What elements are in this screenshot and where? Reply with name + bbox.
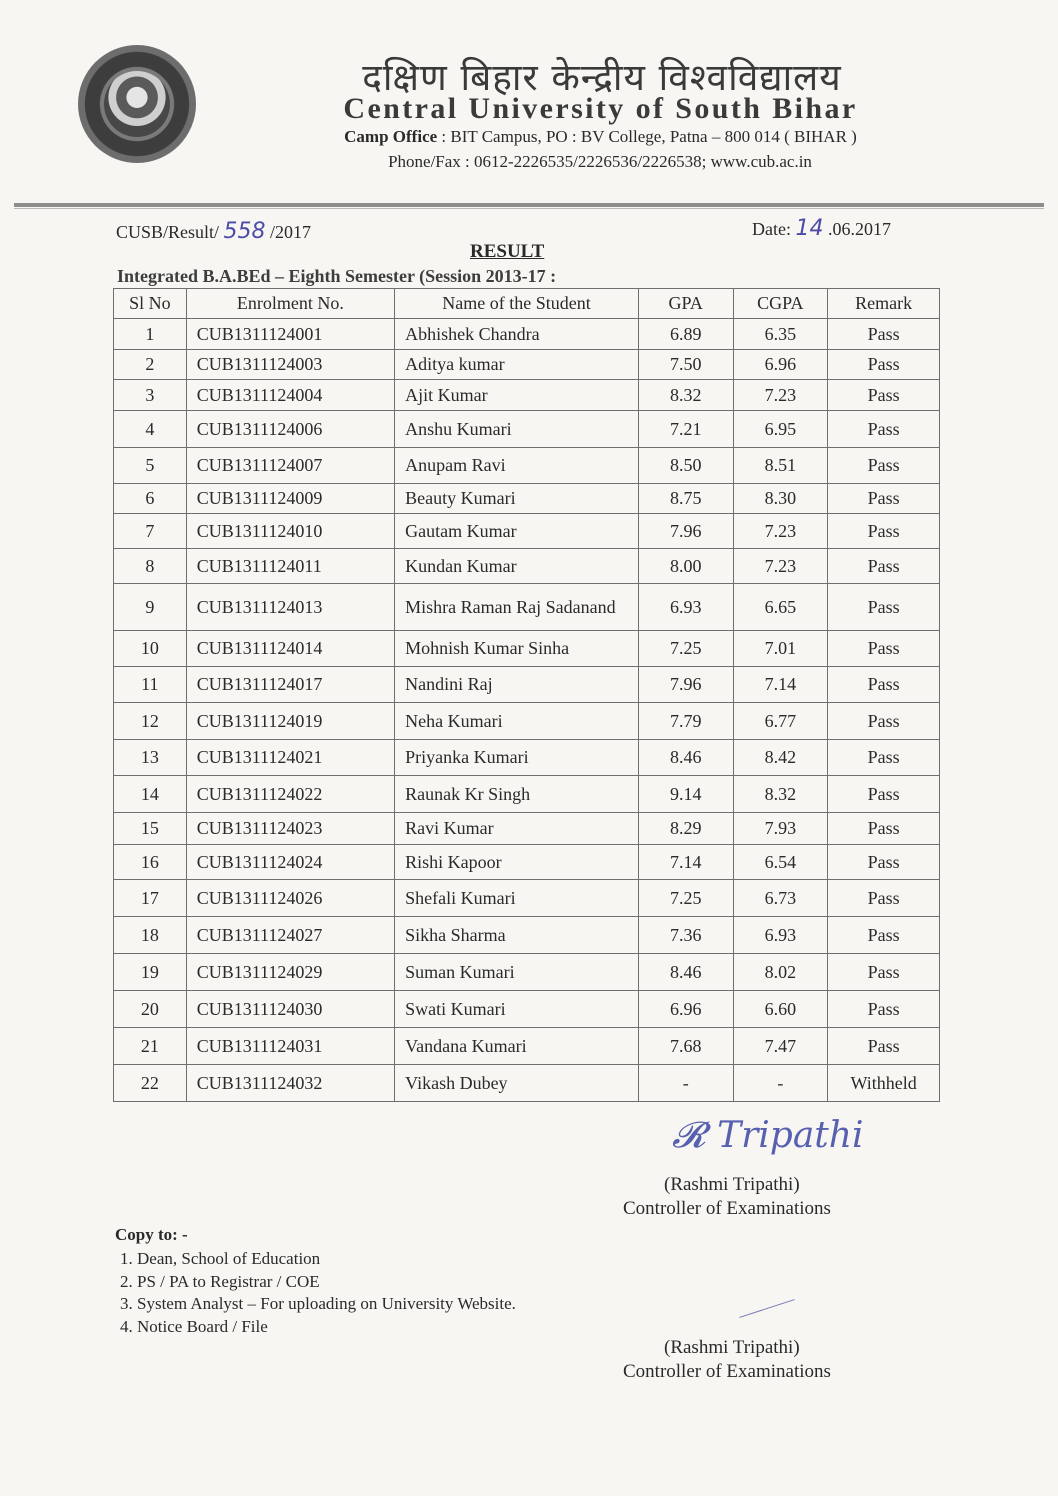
cell-slno: 18: [114, 917, 187, 954]
cell-gpa: 8.46: [638, 740, 733, 776]
cell-name: Rishi Kapoor: [395, 845, 639, 880]
cell-gpa: 7.68: [638, 1028, 733, 1065]
cell-cgpa: 7.23: [733, 514, 828, 549]
cell-remark: Pass: [828, 484, 940, 514]
document-date: [752, 216, 891, 241]
cell-name: Beauty Kumari: [395, 484, 639, 514]
cell-remark: Pass: [828, 845, 940, 880]
signatory-title-2: Controller of Examinations: [623, 1361, 831, 1382]
col-header-cgpa: CGPA: [733, 289, 828, 319]
cell-name: Suman Kumari: [395, 954, 639, 991]
cell-enrolment: CUB1311124014: [186, 631, 394, 667]
cell-gpa: 7.50: [638, 350, 733, 380]
table-row: [114, 880, 940, 917]
cell-remark: Pass: [828, 703, 940, 740]
signature-scribble: 𝓡 Tripathi: [672, 1115, 864, 1156]
cell-gpa: 9.14: [638, 776, 733, 813]
cell-slno: 13: [114, 740, 187, 776]
cell-gpa: -: [638, 1065, 733, 1102]
header-divider-thin: [14, 208, 1044, 209]
date-day-handwritten: 14: [795, 216, 824, 241]
program-subtitle: Integrated B.A.BEd – Eighth Semester (Session 2013-17 :: [117, 266, 557, 286]
table-header-row: [114, 289, 940, 319]
copy-to-item: 3. System Analyst – For uploading on University Website.: [120, 1294, 516, 1314]
camp-office-label: Camp Office: [344, 127, 438, 146]
university-name-english: Central University of South Bihar: [343, 92, 858, 125]
table-body: [114, 319, 940, 1102]
cell-cgpa: 6.93: [733, 917, 828, 954]
table-row: [114, 1028, 940, 1065]
cell-remark: Pass: [828, 319, 940, 350]
cell-cgpa: 7.93: [733, 813, 828, 845]
date-label: Date:: [752, 219, 791, 239]
cell-name: Ravi Kumar: [395, 813, 639, 845]
col-header-remark: Remark: [828, 289, 940, 319]
cell-cgpa: -: [733, 1065, 828, 1102]
cell-cgpa: 7.01: [733, 631, 828, 667]
cell-cgpa: 8.51: [733, 448, 828, 484]
cell-slno: 11: [114, 667, 187, 703]
cell-name: Anshu Kumari: [395, 411, 639, 448]
cell-name: Shefali Kumari: [395, 880, 639, 917]
cell-cgpa: 8.02: [733, 954, 828, 991]
cell-slno: 9: [114, 584, 187, 631]
cell-slno: 8: [114, 549, 187, 584]
cell-gpa: 7.14: [638, 845, 733, 880]
cell-cgpa: 6.73: [733, 880, 828, 917]
cell-name: Aditya kumar: [395, 350, 639, 380]
table-row: [114, 514, 940, 549]
cell-enrolment: CUB1311124030: [186, 991, 394, 1028]
cell-slno: 1: [114, 319, 187, 350]
table-row: [114, 319, 940, 350]
table-row: [114, 484, 940, 514]
cell-remark: Pass: [828, 667, 940, 703]
cell-remark: Pass: [828, 880, 940, 917]
col-header-name: Name of the Student: [395, 289, 639, 319]
cell-gpa: 8.46: [638, 954, 733, 991]
cell-slno: 4: [114, 411, 187, 448]
cell-slno: 19: [114, 954, 187, 991]
ref-number-handwritten: 558: [223, 219, 266, 244]
date-rest: .06.2017: [827, 219, 891, 239]
cell-cgpa: 7.23: [733, 549, 828, 584]
header-divider: [14, 203, 1044, 207]
cell-gpa: 7.36: [638, 917, 733, 954]
result-heading: RESULT: [470, 241, 545, 262]
copy-to-item: 1. Dean, School of Education: [120, 1249, 321, 1268]
cell-name: Priyanka Kumari: [395, 740, 639, 776]
cell-remark: Pass: [828, 776, 940, 813]
cell-enrolment: CUB1311124024: [186, 845, 394, 880]
cell-cgpa: 8.42: [733, 740, 828, 776]
cell-name: Raunak Kr Singh: [395, 776, 639, 813]
cell-cgpa: 8.32: [733, 776, 828, 813]
cell-cgpa: 6.65: [733, 584, 828, 631]
table-row: [114, 991, 940, 1028]
cell-remark: Pass: [828, 549, 940, 584]
cell-remark: Pass: [828, 954, 940, 991]
table-row: [114, 845, 940, 880]
contact-line: Phone/Fax : 0612-2226535/2226536/2226538; www.cub.ac.in: [388, 152, 812, 171]
camp-office-text: : BIT Campus, PO : BV College, Patna – 800 014 ( BIHAR ): [437, 127, 857, 146]
cell-remark: Pass: [828, 991, 940, 1028]
cell-cgpa: 6.60: [733, 991, 828, 1028]
university-logo: [78, 45, 196, 163]
table-row: [114, 584, 940, 631]
signatory-name-2: (Rashmi Tripathi): [664, 1337, 800, 1358]
cell-gpa: 7.21: [638, 411, 733, 448]
cell-enrolment: CUB1311124027: [186, 917, 394, 954]
cell-remark: Pass: [828, 350, 940, 380]
cell-cgpa: 7.47: [733, 1028, 828, 1065]
cell-enrolment: CUB1311124032: [186, 1065, 394, 1102]
cell-cgpa: 6.54: [733, 845, 828, 880]
cell-gpa: 6.93: [638, 584, 733, 631]
cell-remark: Pass: [828, 514, 940, 549]
cell-gpa: 7.25: [638, 631, 733, 667]
copy-to-item: 4. Notice Board / File: [120, 1316, 268, 1336]
cell-slno: 14: [114, 776, 187, 813]
cell-remark: Pass: [828, 813, 940, 845]
copy-to-heading: Copy to: -: [115, 1225, 188, 1244]
cell-gpa: 7.96: [638, 667, 733, 703]
cell-remark: Pass: [828, 740, 940, 776]
cell-name: Anupam Ravi: [395, 448, 639, 484]
table-row: [114, 631, 940, 667]
table-row: [114, 380, 940, 411]
university-name-hindi: दक्षिण बिहार केन्द्रीय विश्वविद्यालय: [362, 56, 842, 99]
cell-name: Neha Kumari: [395, 703, 639, 740]
col-header-gpa: GPA: [638, 289, 733, 319]
cell-enrolment: CUB1311124011: [186, 549, 394, 584]
cell-enrolment: CUB1311124009: [186, 484, 394, 514]
cell-enrolment: CUB1311124010: [186, 514, 394, 549]
cell-cgpa: 7.14: [733, 667, 828, 703]
camp-office-address: [268, 127, 933, 147]
result-table: [113, 288, 940, 1102]
cell-name: Sikha Sharma: [395, 917, 639, 954]
cell-slno: 12: [114, 703, 187, 740]
cell-enrolment: CUB1311124023: [186, 813, 394, 845]
copy-to-list: [120, 1248, 516, 1338]
cell-name: Kundan Kumar: [395, 549, 639, 584]
cell-gpa: 6.96: [638, 991, 733, 1028]
cell-slno: 20: [114, 991, 187, 1028]
cell-slno: 3: [114, 380, 187, 411]
table-row: [114, 954, 940, 991]
cell-enrolment: CUB1311124006: [186, 411, 394, 448]
cell-slno: 6: [114, 484, 187, 514]
cell-enrolment: CUB1311124026: [186, 880, 394, 917]
cell-cgpa: 7.23: [733, 380, 828, 411]
cell-remark: Pass: [828, 448, 940, 484]
cell-remark: Pass: [828, 584, 940, 631]
cell-cgpa: 6.77: [733, 703, 828, 740]
cell-gpa: 8.32: [638, 380, 733, 411]
cell-cgpa: 6.35: [733, 319, 828, 350]
cell-enrolment: CUB1311124003: [186, 350, 394, 380]
copy-to-item: 2. PS / PA to Registrar / COE: [120, 1271, 320, 1291]
cell-name: Swati Kumari: [395, 991, 639, 1028]
table-row: [114, 703, 940, 740]
cell-slno: 2: [114, 350, 187, 380]
cell-name: Gautam Kumar: [395, 514, 639, 549]
cell-cgpa: 6.95: [733, 411, 828, 448]
cell-name: Mishra Raman Raj Sadanand: [395, 584, 639, 631]
ref-suffix: /2017: [270, 222, 312, 242]
cell-gpa: 6.89: [638, 319, 733, 350]
cell-enrolment: CUB1311124001: [186, 319, 394, 350]
cell-gpa: 8.29: [638, 813, 733, 845]
cell-slno: 21: [114, 1028, 187, 1065]
cell-gpa: 7.25: [638, 880, 733, 917]
cell-name: Vikash Dubey: [395, 1065, 639, 1102]
cell-gpa: 8.00: [638, 549, 733, 584]
cell-enrolment: CUB1311124021: [186, 740, 394, 776]
signatory-name: (Rashmi Tripathi): [664, 1174, 800, 1195]
table-row: [114, 667, 940, 703]
cell-name: Mohnish Kumar Sinha: [395, 631, 639, 667]
reference-number: [116, 219, 311, 244]
cell-remark: Pass: [828, 1028, 940, 1065]
table-row: [114, 740, 940, 776]
cell-gpa: 7.96: [638, 514, 733, 549]
cell-gpa: 8.75: [638, 484, 733, 514]
cell-enrolment: CUB1311124004: [186, 380, 394, 411]
cell-enrolment: CUB1311124019: [186, 703, 394, 740]
table-row: [114, 813, 940, 845]
ref-prefix: CUSB/Result/: [116, 222, 220, 242]
cell-cgpa: 8.30: [733, 484, 828, 514]
logo-emblem: [104, 71, 170, 137]
table-row: [114, 549, 940, 584]
cell-remark: Pass: [828, 917, 940, 954]
cell-slno: 15: [114, 813, 187, 845]
cell-name: Vandana Kumari: [395, 1028, 639, 1065]
cell-name: Nandini Raj: [395, 667, 639, 703]
cell-enrolment: CUB1311124007: [186, 448, 394, 484]
cell-enrolment: CUB1311124022: [186, 776, 394, 813]
cell-enrolment: CUB1311124031: [186, 1028, 394, 1065]
cell-remark: Pass: [828, 380, 940, 411]
initial-mark: [739, 1299, 794, 1318]
col-header-enrolment: Enrolment No.: [186, 289, 394, 319]
cell-remark: Withheld: [828, 1065, 940, 1102]
table-row: [114, 776, 940, 813]
cell-slno: 17: [114, 880, 187, 917]
cell-slno: 16: [114, 845, 187, 880]
cell-slno: 7: [114, 514, 187, 549]
signatory-title: Controller of Examinations: [623, 1198, 831, 1219]
table-row: [114, 917, 940, 954]
col-header-slno: Sl No: [114, 289, 187, 319]
table-row: [114, 350, 940, 380]
cell-slno: 5: [114, 448, 187, 484]
cell-remark: Pass: [828, 631, 940, 667]
cell-remark: Pass: [828, 411, 940, 448]
cell-enrolment: CUB1311124017: [186, 667, 394, 703]
cell-enrolment: CUB1311124029: [186, 954, 394, 991]
cell-name: Ajit Kumar: [395, 380, 639, 411]
cell-slno: 22: [114, 1065, 187, 1102]
cell-gpa: 8.50: [638, 448, 733, 484]
table-row: [114, 411, 940, 448]
cell-name: Abhishek Chandra: [395, 319, 639, 350]
cell-slno: 10: [114, 631, 187, 667]
table-row: [114, 448, 940, 484]
cell-enrolment: CUB1311124013: [186, 584, 394, 631]
table-row: [114, 1065, 940, 1102]
cell-gpa: 7.79: [638, 703, 733, 740]
cell-cgpa: 6.96: [733, 350, 828, 380]
